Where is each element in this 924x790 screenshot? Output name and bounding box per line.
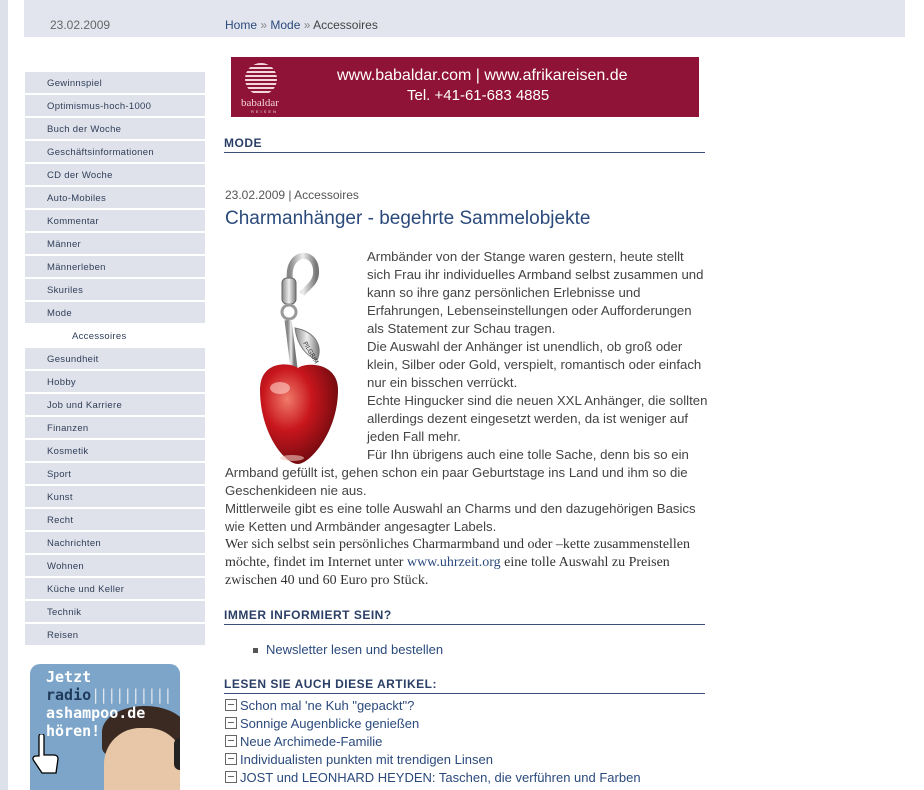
section-heading-info: IMMER INFORMIERT SEIN? [224,608,705,625]
sidebar-item-kunst[interactable]: Kunst [25,486,205,507]
sidebar-item-auto-mobiles[interactable]: Auto-Mobiles [25,187,205,208]
sidebar-item-optimismus[interactable]: Optimismus-hoch-1000 [25,95,205,116]
article-link-icon [225,771,237,783]
sidebar-item-technik[interactable]: Technik [25,601,205,622]
header-date: 23.02.2009 [50,18,111,32]
related-article-link[interactable]: Sonnige Augenblicke genießen [240,716,420,731]
sidebar-item-wohnen[interactable]: Wohnen [25,555,205,576]
serif-text-post: eine tolle Auswahl zu Preisen zwischen 40 und 60 Euro pro Stück. [225,555,670,588]
sidebar-item-job-und-karriere[interactable]: Job und Karriere [25,394,205,415]
related-article-item[interactable] [225,769,705,787]
article-link-icon [225,699,237,711]
sidebar-item-kueche-und-keller[interactable]: Küche und Keller [25,578,205,599]
breadcrumb [225,18,378,32]
sidebar-subitem-accessoires[interactable]: Accessoires [25,325,205,346]
breadcrumb-home-link[interactable]: Home [225,18,258,32]
article-link-icon [225,735,237,747]
sidebar-item-geschaeftsinformationen[interactable]: Geschäftsinformationen [25,141,205,162]
sidebar-item-maennerleben[interactable]: Männerleben [25,256,205,277]
sidebar-item-gesundheit[interactable]: Gesundheit [25,348,205,369]
breadcrumb-mode-link[interactable]: Mode [270,18,301,32]
related-article-item[interactable] [225,751,705,769]
uhrzeit-link[interactable]: www.uhrzeit.org [406,555,501,570]
related-article-link[interactable]: Individualisten punkten mit trendigen Linsen [240,752,493,767]
related-articles-list [225,697,705,787]
article-paragraph: Für Ihn übrigens auch eine tolle Sache, denn bis so ein Armband gefüllt ist, gehen schon ein paar Geburtstage ins Land und ihm so die Geschenkideen nie aus. [225,447,689,498]
breadcrumb-separator: » [303,18,311,32]
sidebar-item-kommentar[interactable]: Kommentar [25,210,205,231]
breadcrumb-current: Accessoires [313,18,378,32]
sidebar-item-finanzen[interactable]: Finanzen [25,417,205,438]
banner-logo-sub: REISEN [251,109,278,114]
newsletter-item [253,642,443,657]
sidebar-item-mode[interactable]: Mode [25,302,205,323]
image-float-spacer [225,248,367,464]
related-article-item[interactable] [225,715,705,733]
article-paragraph-serif [225,536,710,590]
headphones-icon [174,738,180,770]
sidebar-item-nachrichten[interactable]: Nachrichten [25,532,205,553]
sidebar-item-gewinnspiel[interactable]: Gewinnspiel [25,72,205,93]
related-article-item[interactable] [225,733,705,751]
banner-websites: www.babaldar.com | www.afrikareisen.de [337,67,628,84]
radio-ad-line4: hören! [46,722,101,740]
radio-ad-line1: Jetzt [46,668,92,686]
article-paragraph: Mittlerweile gibt es eine tolle Auswahl an Charms und den dazugehörigen Basics wie Ketten und Armbänder angesagter Labels. [225,501,696,534]
sidebar-item-buch-der-woche[interactable]: Buch der Woche [25,118,205,139]
article-paragraph: Echte Hingucker sind die neuen XXL Anhänger, die sollten allerdings dezent eingesetzt werden, da ist weniger auf jeden Fall mehr. [367,393,708,444]
sidebar-item-kosmetik[interactable]: Kosmetik [25,440,205,461]
sidebar-item-hobby[interactable]: Hobby [25,371,205,392]
related-article-link[interactable]: Neue Archimede-Familie [240,734,383,749]
article-title: Charmanhänger - begehrte Sammelobjekte [225,208,591,229]
radio-ad-bars: |||||||||| [91,686,172,704]
bullet-icon [253,648,258,653]
serif-text-pre: Wer sich selbst sein persönliches Charmarmband und oder –kette zusammenstellen möchte, findet im Internet unter [225,537,691,570]
article-paragraph: Armbänder von der Stange waren gestern, heute stellt sich Frau ihr individuelles Armband selbst zusammen und kann so ihre ganz persönlichen Erlebnisse und Erfahrungen, Lebenseinstellungen oder Aufforderungen als Statement zur Schau tragen. [367,249,704,336]
sidebar-item-reisen[interactable]: Reisen [25,624,205,645]
sidebar-nav [25,72,205,647]
product-tag-label: PILGRIM [301,340,320,366]
radio-ad-text [46,668,171,740]
related-article-item[interactable] [225,697,705,715]
article-link-icon [225,717,237,729]
top-bar [24,0,905,37]
sidebar-item-skuriles[interactable]: Skuriles [25,279,205,300]
related-article-link[interactable]: JOST und LEONHARD HEYDEN: Taschen, die verführen und Farben [240,770,641,785]
section-heading-related: LESEN SIE AUCH DIESE ARTIKEL: [224,677,705,694]
banner-logo-name: babaldar [241,97,279,109]
radio-ad-line2: radio [46,686,92,704]
babaldar-logo-icon [245,63,277,95]
sidebar-item-sport[interactable]: Sport [25,463,205,484]
left-edge-strip [0,0,8,790]
radio-ad-line3: ashampoo.de [46,704,146,722]
newsletter-link[interactable]: Newsletter lesen und bestellen [266,642,444,657]
radio-ashampoo-ad[interactable] [30,664,180,790]
article-link-icon [225,753,237,765]
sidebar-item-maenner[interactable]: Männer [25,233,205,254]
related-article-link[interactable]: Schon mal 'ne Kuh "gepackt"? [240,698,415,713]
banner-phone: Tel. +41-61-683 4885 [407,87,550,104]
babaldar-banner-ad[interactable] [231,57,699,117]
article-meta: 23.02.2009 | Accessoires [225,188,359,202]
article-paragraph: Die Auswahl der Anhänger ist unendlich, ob groß oder klein, Silber oder Gold, verspielt, romantisch oder einfach nur ein bisschen verrückt. [367,339,702,390]
pointer-hand-icon [30,734,60,783]
section-heading-mode: MODE [224,136,705,153]
sidebar-item-cd-der-woche[interactable]: CD der Woche [25,164,205,185]
sidebar-item-recht[interactable]: Recht [25,509,205,530]
article-body [225,248,710,590]
breadcrumb-separator: » [260,18,268,32]
